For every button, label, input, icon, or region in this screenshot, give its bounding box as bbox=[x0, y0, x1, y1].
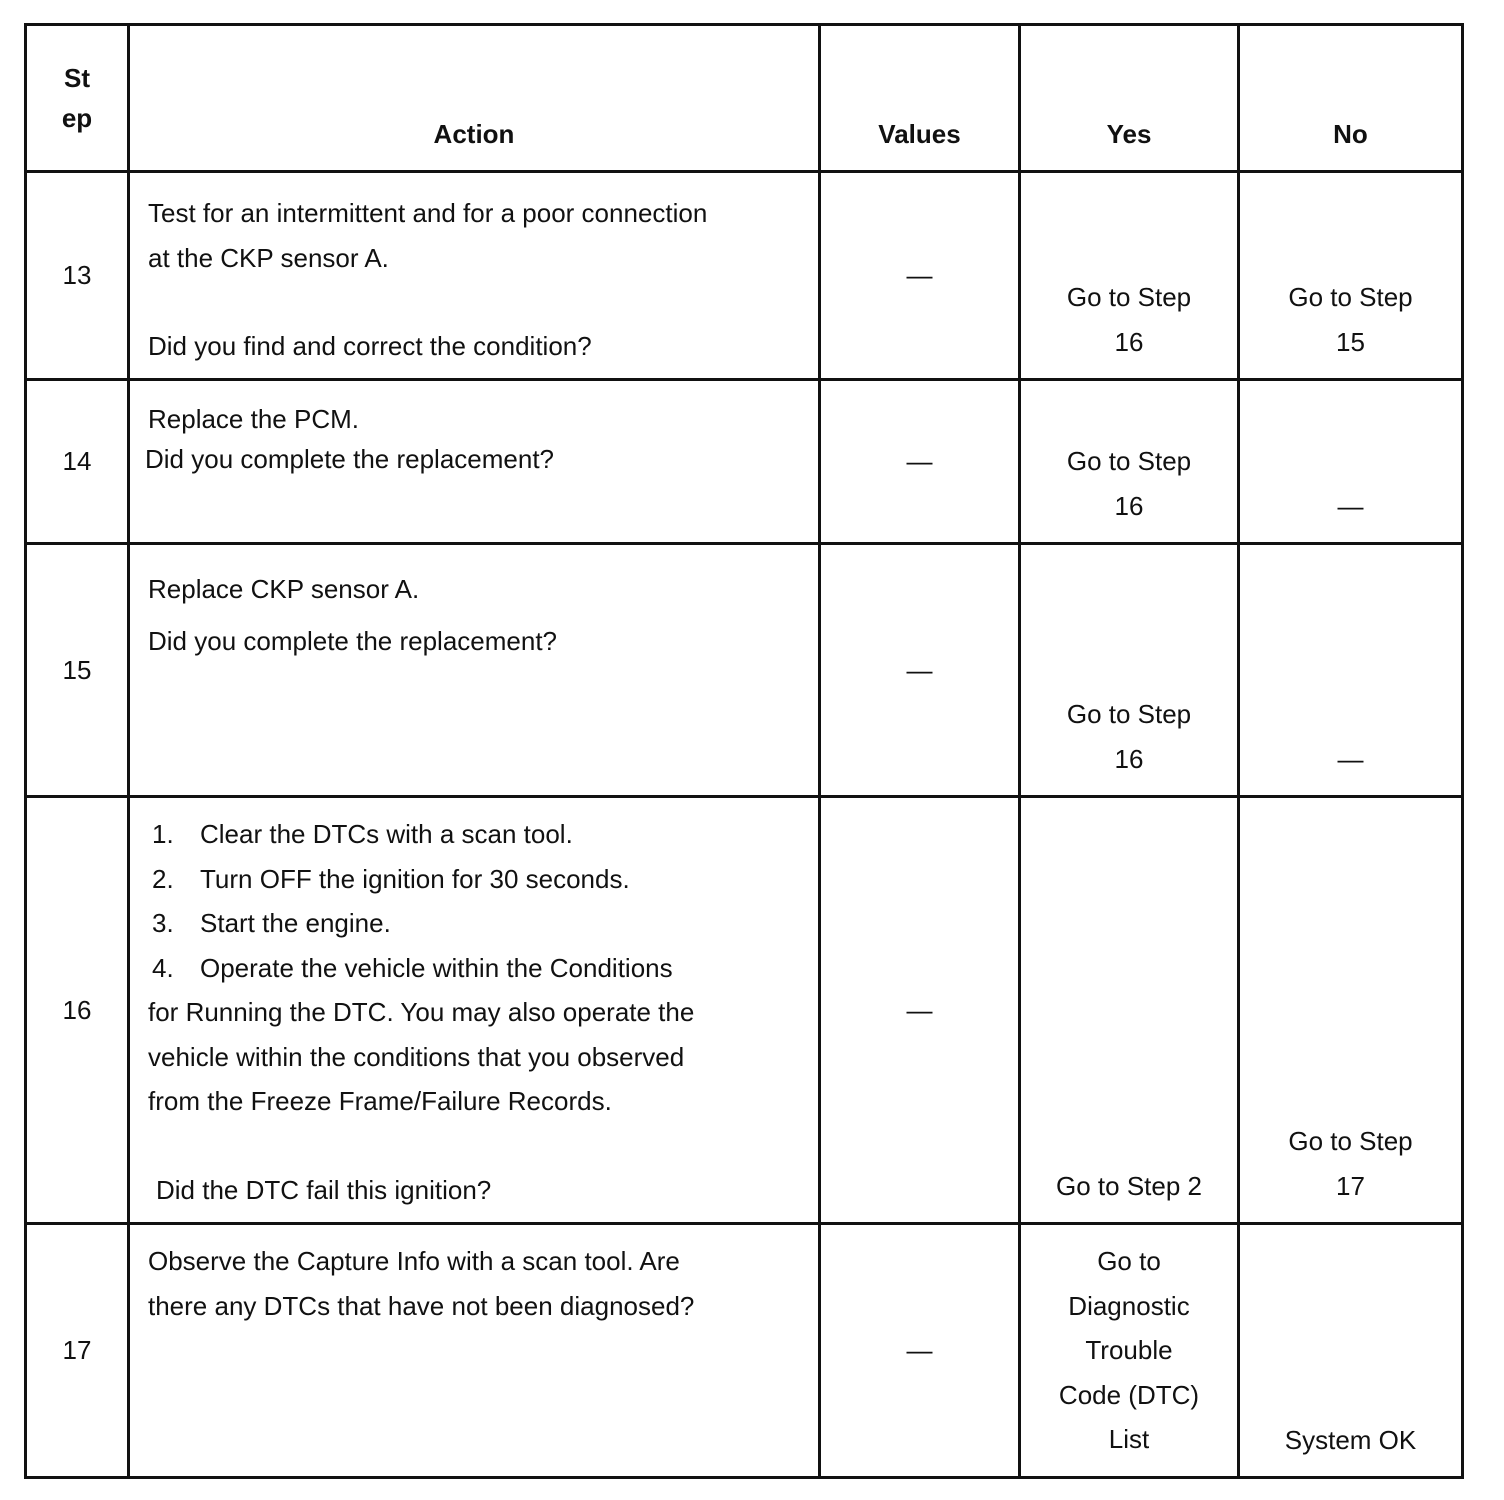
no-cell: Go to Step 17 bbox=[1239, 797, 1463, 1224]
value-cell: — bbox=[820, 797, 1020, 1224]
action-text: at the CKP sensor A. bbox=[148, 242, 389, 273]
no-header: No bbox=[1239, 25, 1463, 172]
list-item: 3. Start the engine. bbox=[152, 908, 391, 938]
action-cell bbox=[129, 797, 820, 1224]
action-text: Replace the PCM. bbox=[148, 404, 359, 434]
step-number: 17 bbox=[26, 1224, 129, 1478]
action-text: vehicle within the conditions that you observed bbox=[148, 1041, 685, 1072]
action-cell bbox=[129, 544, 820, 797]
action-header: Action bbox=[129, 25, 820, 172]
action-text: for Running the DTC. You may also operate the bbox=[148, 997, 695, 1027]
table-row bbox=[26, 380, 1463, 544]
value-cell: — bbox=[820, 380, 1020, 544]
values-header: Values bbox=[820, 25, 1020, 172]
yes-cell: Go to Diagnostic Trouble Code (DTC) List bbox=[1020, 1224, 1239, 1478]
table-row bbox=[26, 797, 1463, 1224]
action-question: Did you find and correct the condition? bbox=[148, 331, 592, 361]
step-number: 13 bbox=[26, 172, 129, 380]
action-cell bbox=[129, 1224, 820, 1478]
value-cell: — bbox=[820, 1224, 1020, 1478]
yes-cell: Go to Step 16 bbox=[1020, 544, 1239, 797]
step-number: 16 bbox=[26, 797, 129, 1224]
no-cell: — bbox=[1239, 544, 1463, 797]
action-text: Replace CKP sensor A. bbox=[148, 574, 420, 604]
action-text: Test for an intermittent and for a poor connection bbox=[148, 198, 708, 228]
value-cell: — bbox=[820, 172, 1020, 380]
diagnostic-table bbox=[24, 23, 1464, 1479]
action-cell bbox=[129, 380, 820, 544]
table-row bbox=[26, 544, 1463, 797]
yes-cell: Go to Step 2 bbox=[1020, 797, 1239, 1224]
action-text: there any DTCs that have not been diagnosed? bbox=[148, 1290, 695, 1321]
action-text: Observe the Capture Info with a scan tool. Are bbox=[148, 1246, 680, 1276]
step-number: 14 bbox=[26, 380, 129, 544]
yes-cell: Go to Step 16 bbox=[1020, 380, 1239, 544]
action-question: Did you complete the replacement? bbox=[148, 626, 558, 656]
list-item: 4. Operate the vehicle within the Conditions bbox=[152, 952, 673, 983]
action-text: from the Freeze Frame/Failure Records. bbox=[148, 1086, 612, 1116]
table-row bbox=[26, 172, 1463, 380]
step-number: 15 bbox=[26, 544, 129, 797]
list-item: 2. Turn OFF the ignition for 30 seconds. bbox=[152, 863, 630, 894]
action-question: Did the DTC fail this ignition? bbox=[156, 1174, 492, 1205]
step-header: St ep bbox=[26, 25, 129, 172]
no-cell: System OK bbox=[1239, 1224, 1463, 1478]
yes-header: Yes bbox=[1020, 25, 1239, 172]
no-cell: — bbox=[1239, 380, 1463, 544]
list-item: 1. Clear the DTCs with a scan tool. bbox=[152, 819, 573, 849]
no-cell: Go to Step 15 bbox=[1239, 172, 1463, 380]
table-row bbox=[26, 1224, 1463, 1478]
header-row bbox=[26, 25, 1463, 172]
value-cell: — bbox=[820, 544, 1020, 797]
action-cell bbox=[129, 172, 820, 380]
yes-cell: Go to Step 16 bbox=[1020, 172, 1239, 380]
action-question: Did you complete the replacement? bbox=[145, 444, 555, 474]
